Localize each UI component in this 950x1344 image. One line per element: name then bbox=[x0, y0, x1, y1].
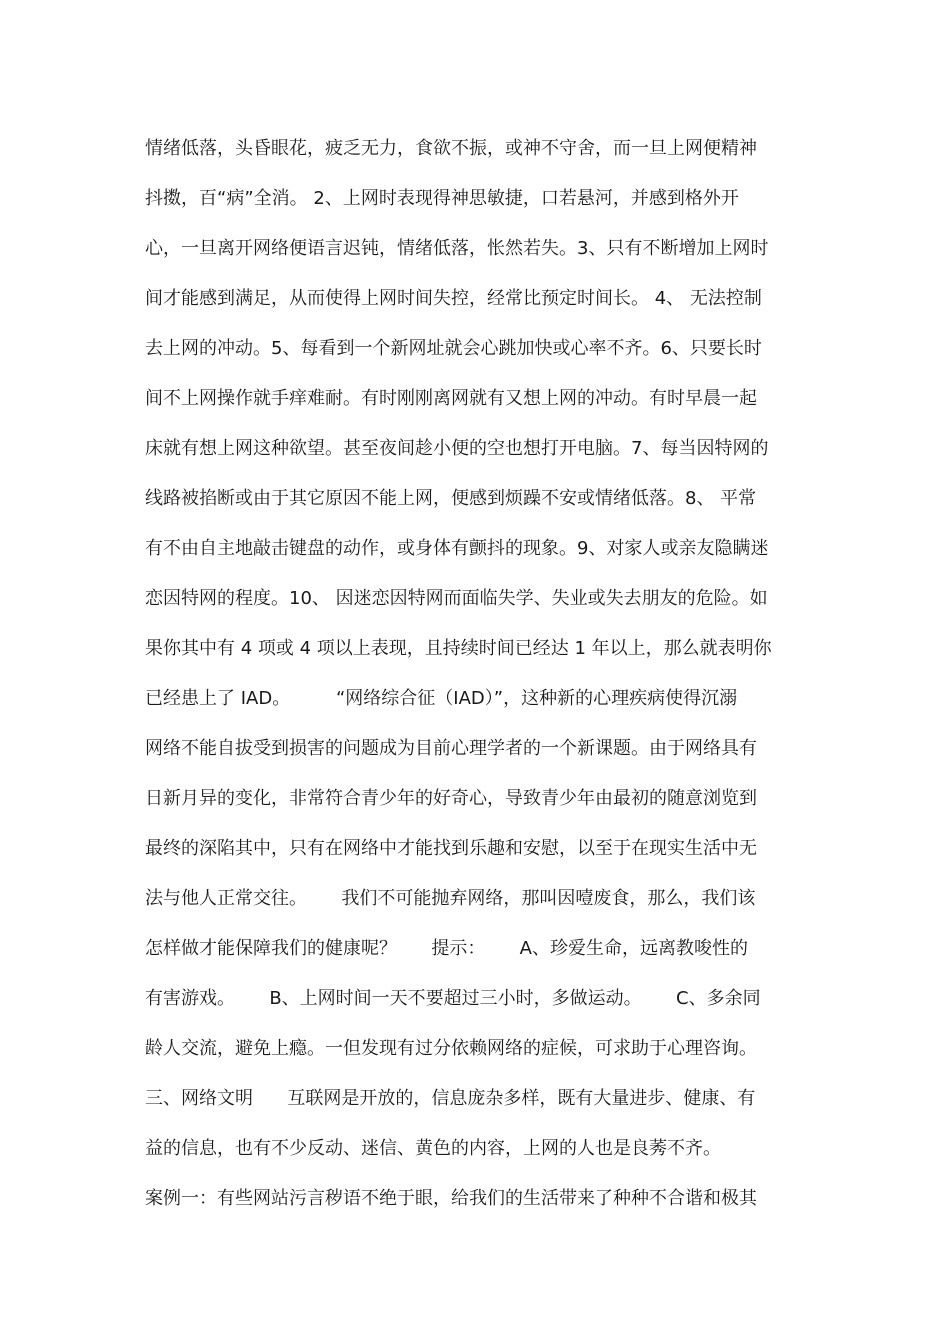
text-line: 有不由自主地敲击键盘的动作，或身体有颤抖的现象。9、对家人或亲友隐瞒迷 bbox=[145, 538, 769, 559]
text-line: 去上网的冲动。5、每看到一个新网址就会心跳加快或心率不齐。6、只要长时 bbox=[145, 338, 762, 359]
text-line: 心，一旦离开网络便语言迟钝，情绪低落，怅然若失。3、只有不断增加上网时 bbox=[145, 238, 769, 259]
text-line: 龄人交流，避免上瘾。一但发现有过分依赖网络的症候，可求助于心理咨询。 bbox=[145, 1038, 757, 1059]
text-line: 间不上网操作就手痒难耐。有时刚刚离网就有又想上网的冲动。有时早晨一起 bbox=[145, 388, 757, 409]
text-line: 有害游戏。 B、上网时间一天不要超过三小时，多做运动。 C、多余同 bbox=[145, 988, 761, 1009]
text-line: 案例一：有些网站污言秽语不绝于眼，给我们的生活带来了种种不合谐和极其 bbox=[145, 1188, 757, 1209]
text-line: 日新月异的变化，非常符合青少年的好奇心，导致青少年由最初的随意浏览到 bbox=[145, 788, 757, 809]
body-text bbox=[145, 130, 810, 1230]
text-line: 抖擞，百“病”全消。 2、上网时表现得神思敏捷，口若悬河，并感到格外开 bbox=[145, 188, 739, 209]
text-line: 怎样做才能保障我们的健康呢？ 提示： A、珍爱生命，远离教唆性的 bbox=[145, 938, 748, 959]
text-line: 恋因特网的程度。10、 因迷恋因特网而面临失学、失业或失去朋友的危险。如 bbox=[145, 588, 768, 609]
text-line: 情绪低落，头昏眼花，疲乏无力，食欲不振，或神不守舍，而一旦上网便精神 bbox=[145, 138, 757, 159]
text-line: 网络不能自拔受到损害的问题成为目前心理学者的一个新课题。由于网络具有 bbox=[145, 738, 757, 759]
text-line: 最终的深陷其中，只有在网络中才能找到乐趣和安慰，以至于在现实生活中无 bbox=[145, 838, 757, 859]
text-line: 果你其中有 4 项或 4 项以上表现，且持续时间已经达 1 年以上，那么就表明你 bbox=[145, 638, 772, 659]
text-line: 间才能感到满足，从而使得上网时间失控，经常比预定时间长。 4、 无法控制 bbox=[145, 288, 762, 309]
text-line: 三、网络文明 互联网是开放的，信息庞杂多样，既有大量进步、健康、有 bbox=[145, 1088, 756, 1109]
text-line: 线路被掐断或由于其它原因不能上网，便感到烦躁不安或情绪低落。8、 平常 bbox=[145, 488, 757, 509]
text-line: 法与他人正常交往。 我们不可能抛弃网络，那叫因噎废食，那么，我们该 bbox=[145, 888, 756, 909]
text-line: 益的信息，也有不少反动、迷信、黄色的内容，上网的人也是良莠不齐。 bbox=[145, 1138, 721, 1159]
text-line: 床就有想上网这种欲望。甚至夜间趁小便的空也想打开电脑。7、每当因特网的 bbox=[145, 438, 769, 459]
text-line: 已经患上了 IAD。 “网络综合征（IAD）”，这种新的心理疾病使得沉溺 bbox=[145, 688, 738, 709]
